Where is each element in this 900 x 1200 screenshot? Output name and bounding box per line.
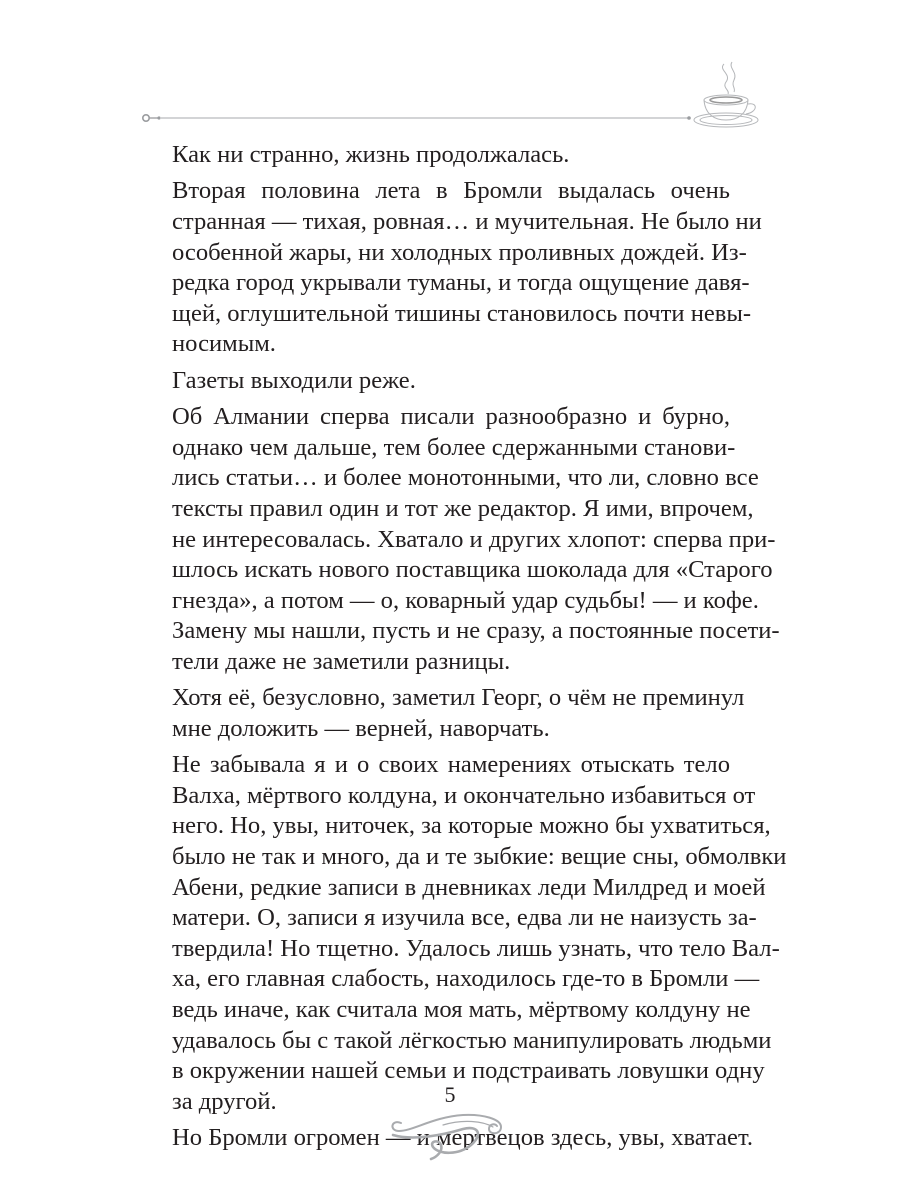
text-line: шлось искать нового поставщика шоколада для «Старого	[172, 556, 773, 584]
text-line: особенной жары, ни холодных проливных дождей. Из-	[172, 238, 747, 266]
text-line: в окружении нашей семьи и подстраивать ловушки одну	[172, 1057, 765, 1085]
text-line: однако чем дальше, тем более сдержанными станови-	[172, 433, 736, 461]
text-line: Замену мы нашли, пусть и не сразу, а постоянные посети-	[172, 617, 780, 645]
paragraph	[139, 683, 745, 744]
text-line: щей, оглушительной тишины становилось почти невы-	[172, 299, 752, 327]
text-line: Хотя её, безусловно, заметил Георг, о чём не преминул	[172, 684, 745, 712]
paragraph	[139, 140, 730, 171]
coffee-cup-icon	[688, 60, 768, 130]
text-line: за другой.	[172, 1087, 277, 1115]
text-line: Не забывала я и о своих намерениях отыскать тело	[172, 751, 730, 779]
text-line: редка город укрывали туманы, и тогда ощущение давя-	[172, 269, 750, 297]
text-line: носимым.	[172, 330, 276, 358]
text-line: твердила! Но тщетно. Удалось лишь узнать, что тело Вал-	[172, 934, 780, 962]
text-line: тексты правил один и тот же редактор. Я ими, впрочем,	[172, 494, 754, 522]
text-line: мне доложить — верней, наворчать.	[172, 714, 550, 742]
text-line: ха, его главная слабость, находилось где-то в Бромли —	[172, 965, 760, 993]
page-number: 5	[444, 1082, 456, 1107]
text-line: него. Но, увы, ниточек, за которые можно бы ухватиться,	[172, 812, 771, 840]
flourish-icon	[383, 1105, 518, 1167]
text-line: Как ни странно, жизнь продолжалась.	[172, 141, 570, 168]
header-rule-ornament	[140, 112, 695, 124]
text-line: лись статьи… и более монотонными, что ли, словно все	[172, 464, 759, 492]
text-line: матери. О, записи я изучила все, едва ли не наизусть за-	[172, 904, 757, 932]
text-line: было не так и много, да и те зыбкие: вещие сны, обмолвки	[172, 843, 787, 871]
body-text	[139, 140, 787, 1160]
text-line: тели даже не заметили разницы.	[172, 647, 511, 675]
text-line: Вторая половина лета в Бромли выдалась очень	[172, 177, 730, 205]
text-line: странная — тихая, ровная… и мучительная. Не было ни	[172, 207, 762, 235]
text-line: Газеты выходили реже.	[172, 366, 416, 394]
paragraph	[139, 402, 780, 677]
text-line: удавалось бы с такой лёгкостью манипулировать людьми	[172, 1026, 772, 1054]
text-line: Но Бромли огромен — и мертвецов здесь, увы, хватает.	[172, 1124, 754, 1152]
text-line: Валха, мёртвого колдуна, и окончательно избавиться от	[172, 781, 756, 809]
text-line: ведь иначе, как считала моя мать, мёртвому колдуну не	[172, 996, 751, 1024]
text-line: не интересовалась. Хватало и других хлопот: сперва при-	[172, 525, 776, 553]
text-line: гнезда», а потом — о, коварный удар судьбы! — и кофе.	[172, 586, 759, 614]
paragraph	[139, 176, 762, 360]
text-line: Абени, редкие записи в дневниках леди Милдред и моей	[172, 873, 766, 901]
text-line: Об Алмании сперва писали разнообразно и бурно,	[172, 403, 730, 431]
paragraph	[139, 750, 787, 1117]
paragraph	[139, 366, 730, 397]
